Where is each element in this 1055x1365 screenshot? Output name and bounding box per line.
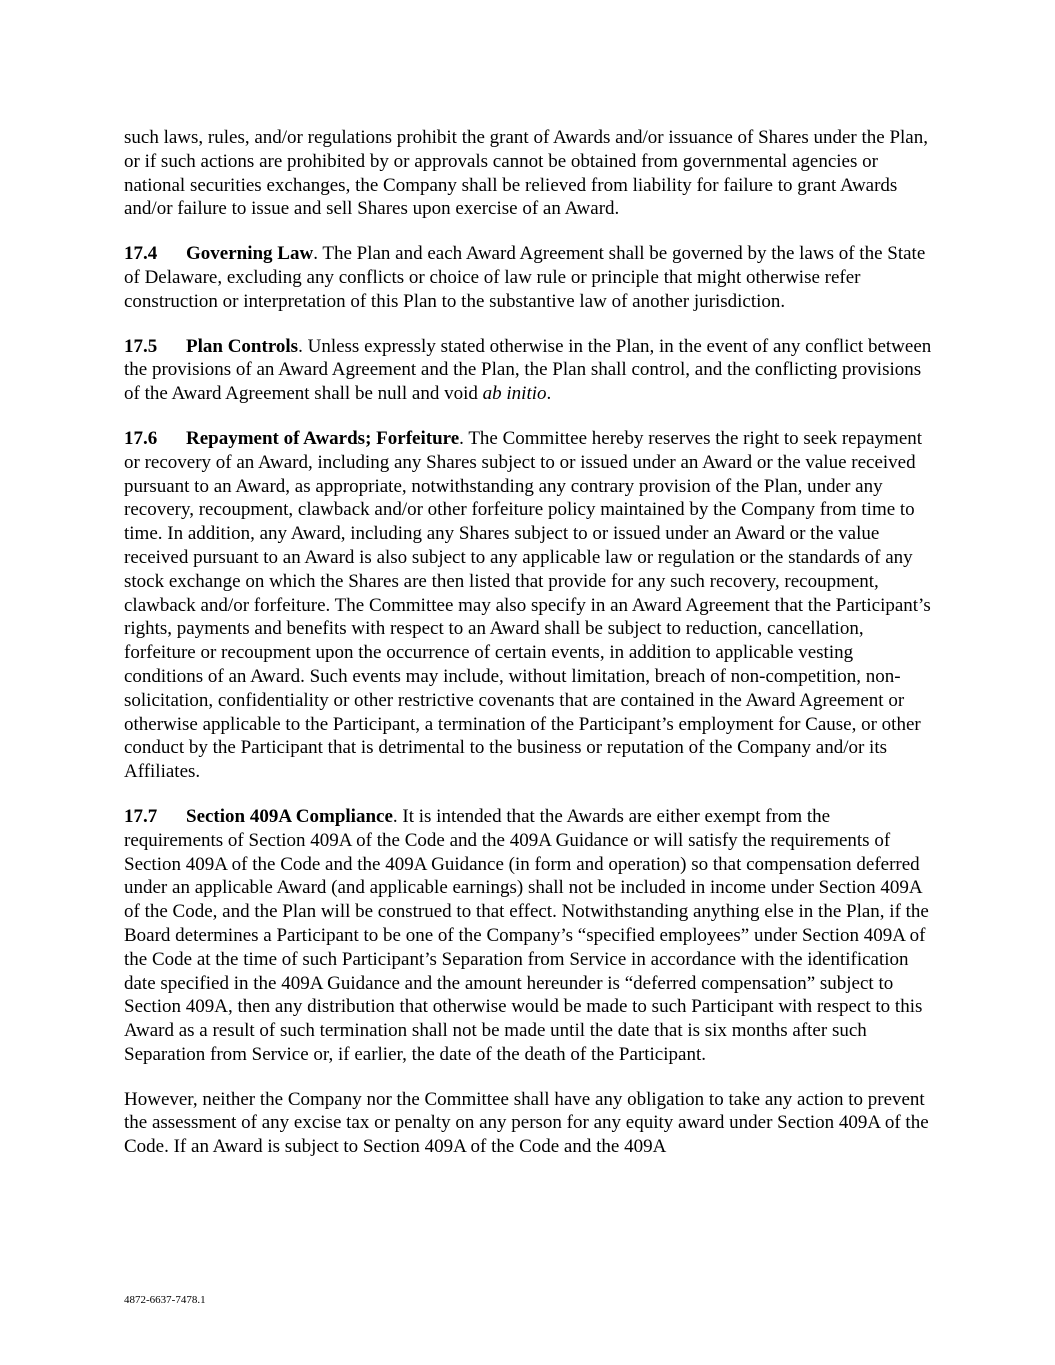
section-title: Governing Law (186, 243, 314, 265)
section-17-4 (124, 242, 934, 313)
section-title: Plan Controls (186, 335, 299, 357)
section-number: 17.4 (124, 243, 158, 265)
document-page (124, 126, 934, 1180)
intro-paragraph: such laws, rules, and/or regulations prohibit the grant of Awards and/or issuance of Shares under the Plan, or if such actions are prohibited by or approvals cannot be obtained from governmental agencies or national securities exchanges, the Company shall be relieved from liability for failure to grant Awards and/or failure to issue and sell Shares upon exercise of an Award. (124, 127, 928, 220)
section-number: 17.7 (124, 805, 158, 827)
italic-term: ab initio (482, 383, 547, 405)
section-17-7 (124, 805, 934, 1067)
section-17-6 (124, 427, 934, 784)
section-number: 17.5 (124, 335, 158, 357)
section-17-5 (124, 335, 934, 406)
section-body: . The Committee hereby reserves the right to seek repayment or recovery of an Award, including any Shares subject to or issued under an Award or the value received pursuant to an Award, as appropriate, notwithstanding any contrary provision of the Plan, under any recovery, recoupment, clawback and/or other forfeiture policy maintained by the Company from time to time. In addition, any Award, including any Shares subject to or issued under an Award or the value received pursuant to an Award is also subject to any applicable law or regulation or the standards of any stock exchange on which the Shares are then listed that provide for any such recovery, recoupment, clawback and/or forfeiture. The Committee may also specify in an Award Agreement that the Participant’s rights, payments and benefits with respect to an Award shall be subject to reduction, cancellation, forfeiture or recoupment upon the occurrence of certain events, in addition to applicable vesting conditions of an Award. Such events may include, without limitation, breach of non-competition, non-solicitation, confidentiality or other restrictive covenants that are contained in the Award Agreement or otherwise applicable to the Participant, a termination of the Participant’s employment for Cause, or other conduct by the Participant that is detrimental to the business or reputation of the Company and/or its Affiliates. (124, 427, 931, 783)
section-title: Section 409A Compliance (186, 805, 393, 827)
footer-doc-id: 4872-6637-7478.1 (124, 1294, 206, 1306)
however-paragraph: However, neither the Company nor the Committee shall have any obligation to take any action to prevent the assessment of any excise tax or penalty on any person for any equity award under Section 409A of the Code. If an Award is subject to Section 409A of the Code and the 409A (124, 1088, 929, 1158)
section-body: . The Plan and each Award Agreement shall be governed by the laws of the State of Delaware, excluding any conflicts or choice of law rule or principle that might otherwise refer construction or interpretation of this Plan to the substantive law of another jurisdiction. (124, 243, 926, 312)
section-number: 17.6 (124, 427, 158, 449)
section-body: . Unless expressly stated otherwise in the Plan, in the event of any conflict between the provisions of an Award Agreement and the Plan, the Plan shall control, and the conflicting provisions of the Award Agreement shall be null and void (124, 335, 932, 405)
section-title: Repayment of Awards; Forfeiture (186, 427, 460, 449)
section-body: . It is intended that the Awards are either exempt from the requirements of Section 409A of the Code and the 409A Guidance or will satisfy the requirements of Section 409A of the Code and the 409A Guidance (in form and operation) so that compensation deferred under an applicable Award (and applicable earnings) shall not be included in income under Section 409A of the Code, and the Plan will be construed to that effect. Notwithstanding anything else in the Plan, if the Board determines a Participant to be one of the Company’s “specified employees” under Section 409A of the Code at the time of such Participant’s Separation from Service in accordance with the identification date specified in the 409A Guidance and the amount hereunder is “deferred compensation” subject to Section 409A, then any distribution that otherwise would be made to such Participant with respect to this Award as a result of such termination shall not be made until the date that is six months after such Separation from Service or, if earlier, the date of the death of the Participant. (124, 805, 929, 1065)
section-tail: . (546, 383, 552, 405)
